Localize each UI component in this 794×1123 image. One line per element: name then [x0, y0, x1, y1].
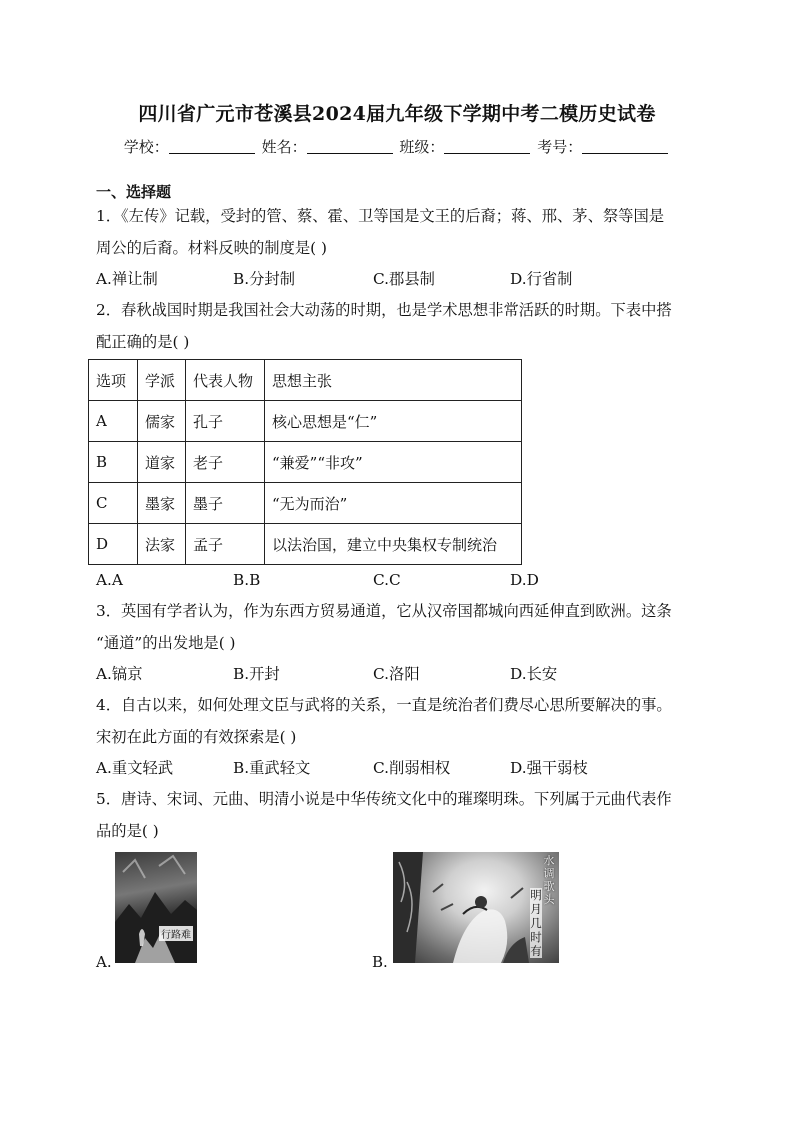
- q2-option-d[interactable]: D.D: [510, 571, 539, 589]
- name-blank[interactable]: [307, 139, 393, 154]
- section-title: 一、选择题: [96, 183, 172, 201]
- q4-option-b[interactable]: B.重武轻文: [233, 759, 311, 777]
- q5-option-b-side-caption: 水调歌头: [543, 854, 555, 906]
- q3-line-1: 3．英国有学者认为，作为东西方贸易通道，它从汉帝国都城向西延伸直到欧洲。这条: [96, 602, 672, 620]
- q1-option-d[interactable]: D.行省制: [510, 270, 573, 288]
- table-cell: 墨子: [186, 483, 265, 524]
- exam-title: 四川省广元市苍溪县2024届九年级下学期中考二模历史试卷: [138, 103, 656, 125]
- q3-option-b[interactable]: B.开封: [233, 665, 280, 683]
- q2-options: [96, 571, 656, 593]
- q2-line-1: 2．春秋战国时期是我国社会大动荡的时期，也是学术思想非常活跃的时期。下表中搭: [96, 301, 672, 319]
- table-cell: 法家: [138, 524, 186, 565]
- q1-line-2: 周公的后裔。材料反映的制度是( ): [96, 239, 327, 257]
- q5-option-a-image[interactable]: [115, 852, 197, 963]
- table-cell: 以法治国，建立中央集权专制统治: [265, 524, 522, 565]
- table-cell: 道家: [138, 442, 186, 483]
- exam-number-label: 考号：: [537, 138, 583, 156]
- table-cell: A: [89, 401, 138, 442]
- table-cell: “兼爱”“非攻”: [265, 442, 522, 483]
- table-header-cell: 思想主张: [265, 360, 522, 401]
- q1-option-b[interactable]: B.分封制: [233, 270, 295, 288]
- table-row: [89, 524, 522, 565]
- q4-option-a[interactable]: A.重文轻武: [96, 759, 174, 777]
- q2-table: [88, 359, 522, 565]
- q2-option-a[interactable]: A.A: [96, 571, 123, 589]
- table-cell: 儒家: [138, 401, 186, 442]
- table-row: [89, 442, 522, 483]
- q4-options: [96, 756, 656, 778]
- q4-line-1: 4．自古以来，如何处理文臣与武将的关系，一直是统治者们费尽心思所要解决的事。: [96, 696, 672, 714]
- table-header-cell: 代表人物: [186, 360, 265, 401]
- table-row: [89, 483, 522, 524]
- q1-line-1: 1．《左传》记载，受封的管、蔡、霍、卫等国是文王的后裔；蒋、邢、茅、祭等国是: [96, 207, 665, 225]
- student-info-line: [0, 136, 794, 157]
- name-label: 姓名：: [261, 138, 307, 156]
- table-cell: 墨家: [138, 483, 186, 524]
- table-header-cell: 学派: [138, 360, 186, 401]
- exam-number-blank[interactable]: [582, 139, 668, 154]
- q5-option-b-caption: 明月几时有: [530, 888, 542, 958]
- table-cell: B: [89, 442, 138, 483]
- q3-options: [96, 662, 656, 684]
- q4-option-c[interactable]: C.削弱相权: [373, 759, 451, 777]
- q5-option-a-letter[interactable]: A.: [96, 953, 112, 971]
- q4-option-d[interactable]: D.强干弱枝: [510, 759, 588, 777]
- q1-option-c[interactable]: C.郡县制: [373, 270, 435, 288]
- table-cell: 核心思想是“仁”: [265, 401, 522, 442]
- table-header-row: [89, 360, 522, 401]
- table-cell: D: [89, 524, 138, 565]
- q1-options: [96, 267, 656, 289]
- class-label: 班级：: [399, 138, 445, 156]
- q2-option-b[interactable]: B.B: [233, 571, 261, 589]
- q3-line-2: “通道”的出发地是( ): [96, 634, 236, 652]
- q5-option-a-caption: 行路难: [159, 926, 193, 941]
- q5-option-b-image[interactable]: [393, 852, 559, 963]
- q4-line-2: 宋初在此方面的有效探索是( ): [96, 728, 297, 746]
- table-row: [89, 401, 522, 442]
- table-cell: 老子: [186, 442, 265, 483]
- q2-line-2: 配正确的是( ): [96, 333, 190, 351]
- school-label: 学校：: [123, 138, 169, 156]
- q5-line-1: 5．唐诗、宋词、元曲、明清小说是中华传统文化中的璀璨明珠。下列属于元曲代表作: [96, 790, 672, 808]
- mountain-illustration: [115, 852, 197, 963]
- q3-option-a[interactable]: A.镐京: [96, 665, 143, 683]
- table-cell: C: [89, 483, 138, 524]
- table-header-cell: 选项: [89, 360, 138, 401]
- table-cell: 孔子: [186, 401, 265, 442]
- q2-option-c[interactable]: C.C: [373, 571, 401, 589]
- school-blank[interactable]: [169, 139, 255, 154]
- q3-option-c[interactable]: C.洛阳: [373, 665, 420, 683]
- table-cell: “无为而治”: [265, 483, 522, 524]
- class-blank[interactable]: [444, 139, 530, 154]
- q3-option-d[interactable]: D.长安: [510, 665, 558, 683]
- q1-option-a[interactable]: A.禅让制: [96, 270, 158, 288]
- table-cell: 孟子: [186, 524, 265, 565]
- q5-line-2: 品的是( ): [96, 822, 159, 840]
- q5-option-b-letter[interactable]: B.: [372, 953, 388, 971]
